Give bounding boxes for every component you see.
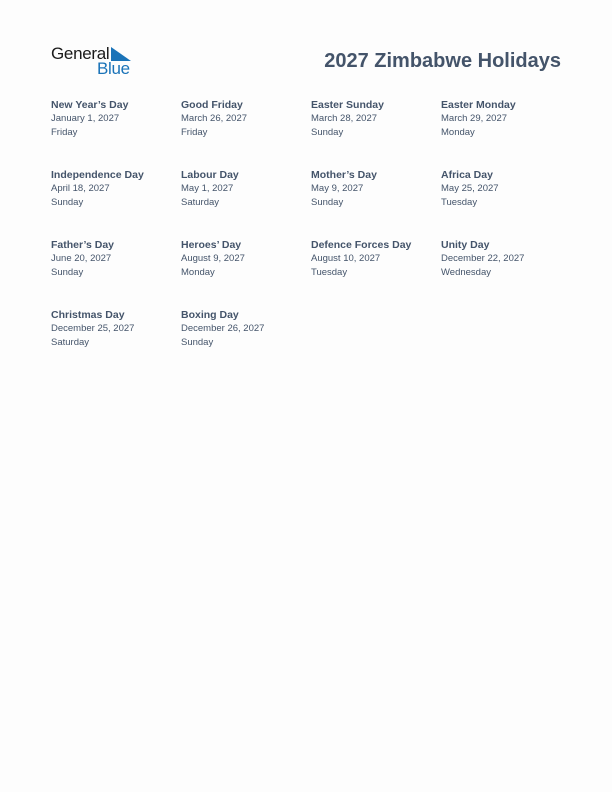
holiday-date: March 29, 2027 xyxy=(441,113,508,124)
holiday-item xyxy=(311,98,441,139)
holiday-weekday: Tuesday xyxy=(311,266,348,278)
holiday-date: December 25, 2027 xyxy=(51,323,135,334)
holiday-item xyxy=(51,308,181,349)
holiday-item xyxy=(311,168,441,209)
holiday-item xyxy=(181,168,311,209)
holiday-weekday: Monday xyxy=(441,126,475,138)
holiday-weekday: Wednesday xyxy=(441,266,491,278)
holiday-name: Boxing Day xyxy=(181,309,239,321)
holiday-date: May 9, 2027 xyxy=(311,183,364,194)
holiday-weekday: Sunday xyxy=(311,126,344,138)
logo-text-blue: Blue xyxy=(97,59,130,78)
holiday-date: December 26, 2027 xyxy=(181,323,265,334)
holiday-name: Africa Day xyxy=(441,169,493,181)
holiday-item xyxy=(441,98,571,139)
holiday-weekday: Friday xyxy=(51,126,78,138)
holiday-name: Unity Day xyxy=(441,239,490,251)
holiday-weekday: Sunday xyxy=(181,336,214,348)
holiday-weekday: Tuesday xyxy=(441,196,478,208)
holiday-date: August 9, 2027 xyxy=(181,253,245,264)
holiday-date: March 26, 2027 xyxy=(181,113,248,124)
holiday-name: New Year’s Day xyxy=(51,99,129,111)
logo-text-general: General xyxy=(51,44,110,63)
holiday-item xyxy=(51,238,181,279)
holiday-date: August 10, 2027 xyxy=(311,253,381,264)
holiday-name: Defence Forces Day xyxy=(311,239,412,251)
holiday-name: Christmas Day xyxy=(51,309,125,321)
holiday-item xyxy=(51,168,181,209)
page-title: 2027 Zimbabwe Holidays xyxy=(324,50,561,72)
holiday-date: May 25, 2027 xyxy=(441,183,499,194)
holiday-weekday: Sunday xyxy=(311,196,344,208)
holiday-date: March 28, 2027 xyxy=(311,113,378,124)
generalblue-logo[interactable] xyxy=(51,44,141,78)
holiday-date: December 22, 2027 xyxy=(441,253,525,264)
holiday-item xyxy=(441,238,571,279)
holiday-name: Independence Day xyxy=(51,169,144,181)
holiday-date: May 1, 2027 xyxy=(181,183,234,194)
holiday-weekday: Sunday xyxy=(51,196,84,208)
holiday-name: Heroes’ Day xyxy=(181,239,242,251)
holiday-name: Easter Monday xyxy=(441,99,516,111)
holiday-weekday: Monday xyxy=(181,266,215,278)
holiday-date: January 1, 2027 xyxy=(51,113,120,124)
holiday-weekday: Saturday xyxy=(181,196,220,208)
holiday-weekday: Saturday xyxy=(51,336,90,348)
holiday-item xyxy=(181,308,311,349)
holiday-weekday: Sunday xyxy=(51,266,84,278)
holiday-name: Good Friday xyxy=(181,99,243,111)
holiday-item xyxy=(441,168,571,209)
holiday-date: June 20, 2027 xyxy=(51,253,112,264)
holiday-name: Labour Day xyxy=(181,169,239,181)
holiday-item xyxy=(181,98,311,139)
holiday-name: Mother’s Day xyxy=(311,169,377,181)
holiday-name: Father’s Day xyxy=(51,239,115,251)
holiday-item xyxy=(51,98,181,139)
holiday-item xyxy=(311,238,441,279)
holiday-weekday: Friday xyxy=(181,126,208,138)
holiday-name: Easter Sunday xyxy=(311,99,384,111)
holiday-item xyxy=(181,238,311,279)
holiday-date: April 18, 2027 xyxy=(51,183,110,194)
